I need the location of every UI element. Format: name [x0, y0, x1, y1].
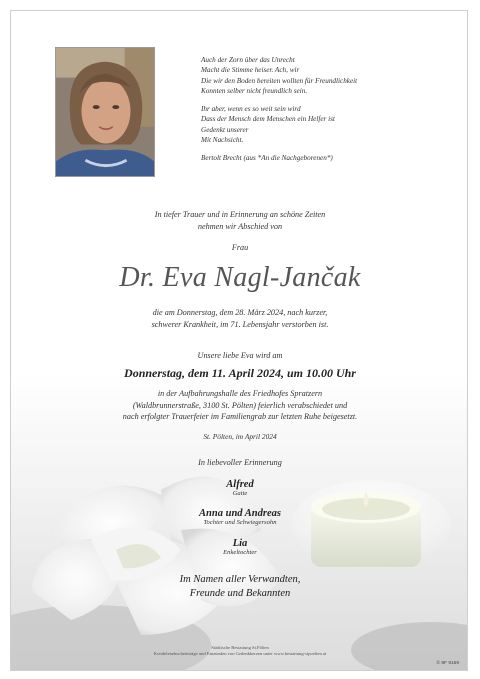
- intro-text: [11, 209, 468, 232]
- poem-line: Macht die Stimme heiser. Ach, wir: [201, 66, 300, 75]
- poem-line: Die wir den Boden bereiten wollten für Freundlichkeit: [201, 76, 358, 85]
- intro-line: nehmen wir Abschied von: [197, 221, 283, 231]
- closing-line: Freunde und Bekannten: [189, 588, 291, 599]
- poem-line: Auch der Zorn über das Unrecht: [201, 56, 295, 64]
- footer-line: Kondolenzbucheinträge und Entzünden von Gedenkkerzen unter www.bestattung-stpoelten.at: [153, 651, 327, 657]
- footer-line: Städtische Bestattung St.Pölten: [211, 645, 269, 650]
- death-notice: [11, 307, 468, 330]
- poem-line: Ihr aber, wenn es so weit sein wird: [201, 105, 301, 114]
- mourner-1: [11, 479, 468, 497]
- reference-code: © 8F 9159: [436, 661, 459, 666]
- poem-line: Dass der Mensch dem Menschen ein Helfer ist: [201, 115, 335, 124]
- deceased-name: Dr. Eva Nagl-Jančak: [119, 262, 361, 293]
- mourner-role: Tochter und Schwiegersohn: [203, 519, 277, 526]
- funeral-details-line: nach erfolgter Trauerfeier im Familiengrab zur letzten Ruhe beigesetzt.: [122, 412, 358, 421]
- poem: [201, 55, 441, 172]
- poem-line: Mit Nachsicht.: [201, 136, 244, 145]
- funeral-details-line: in der Aufbahrungshalle des Friedhofes Spratzern: [157, 389, 323, 398]
- mourner-name: Alfred: [226, 479, 254, 490]
- mourner-name: Lia: [232, 538, 248, 549]
- funeral-date: Donnerstag, dem 11. April 2024, um 10.00 Uhr: [124, 366, 356, 380]
- poem-stanza-1: [201, 55, 441, 96]
- mourner-role: Gatte: [232, 490, 248, 497]
- footer: [11, 645, 468, 657]
- salutation: Frau: [231, 243, 249, 252]
- mourner-3: [11, 538, 468, 556]
- remembrance-heading: In liebevoller Erinnerung: [198, 458, 282, 467]
- mourner-name: Anna und Andreas: [199, 508, 281, 519]
- closing-text: [11, 573, 468, 601]
- funeral-details: [11, 388, 468, 423]
- death-notice-line: schwerer Krankheit, im 71. Lebensjahr verstorben ist.: [151, 319, 329, 329]
- closing-line: Im Namen aller Verwandten,: [179, 574, 301, 585]
- poem-line: Gedenkt unserer: [201, 125, 249, 134]
- mourner-2: [11, 508, 468, 526]
- funeral-details-line: (Waldbrunnerstraße, 3100 St. Pölten) feierlich verabschiedet und: [132, 400, 348, 410]
- poem-stanza-2: [201, 104, 441, 145]
- poem-attribution: Bertolt Brecht (aus *An die Nachgeborenen*): [201, 154, 333, 163]
- portrait-photo: [55, 47, 155, 177]
- mourner-role: Enkeltochter: [223, 549, 257, 556]
- death-notice-line: die am Donnerstag, dem 28. März 2024, nach kurzer,: [152, 308, 328, 317]
- place-date: St. Pölten, im April 2024: [203, 432, 277, 441]
- poem-line: Konnten selber nicht freundlich sein.: [201, 86, 308, 95]
- intro-line: In tiefer Trauer und in Erinnerung an schöne Zeiten: [154, 210, 326, 219]
- funeral-intro: Unsere liebe Eva wird am: [197, 351, 283, 360]
- parte-page: [10, 10, 468, 671]
